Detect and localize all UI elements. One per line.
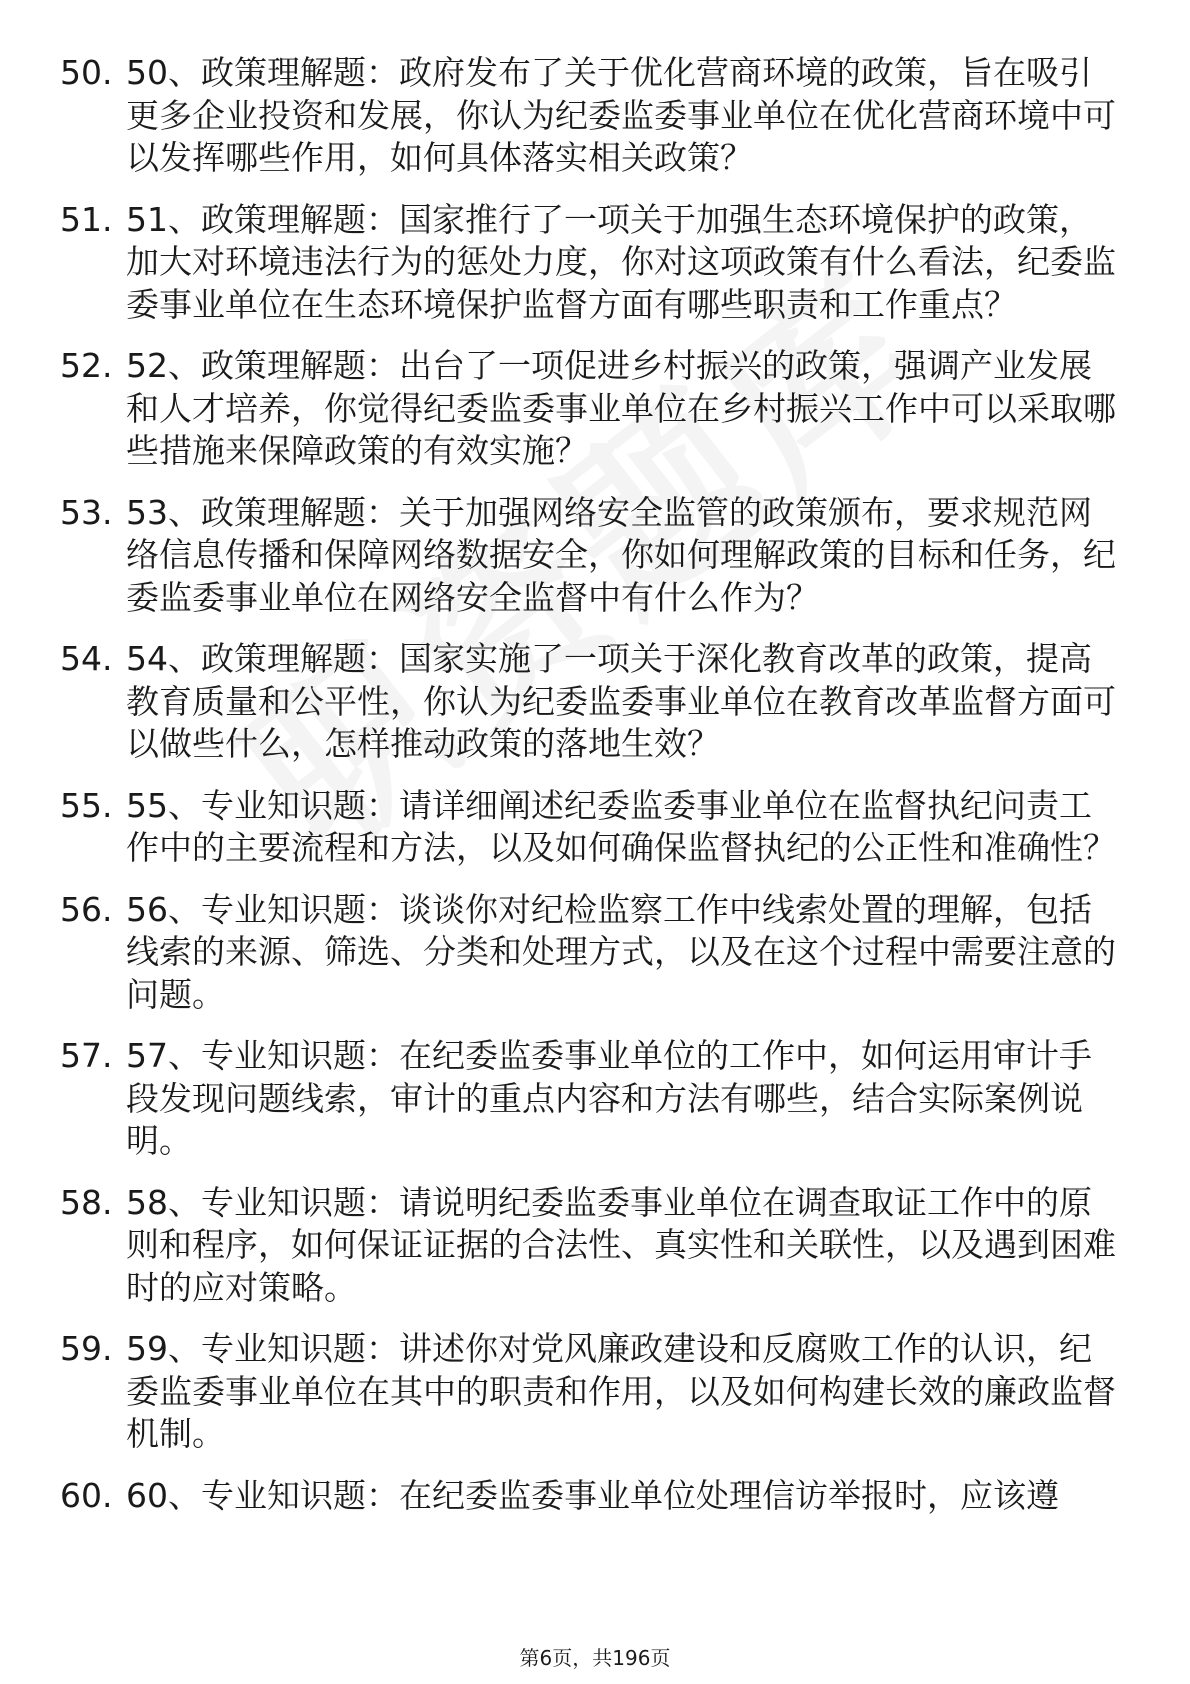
question-number: 52. (60, 346, 113, 385)
question-text: 56、专业知识题：谈谈你对纪检监察工作中线索处置的理解，包括线索的来源、筛选、分类和处理方式，以及在这个过程中需要注意的问题。 (126, 889, 1116, 1014)
question-number: 59. (60, 1329, 113, 1368)
question-text: 58、专业知识题：请说明纪委监委事业单位在调查取证工作中的原则和程序，如何保证证据的合法性、真实性和关联性，以及遇到困难时的应对策略。 (126, 1182, 1116, 1307)
question-text: 57、专业知识题：在纪委监委事业单位的工作中，如何运用审计手段发现问题线索，审计的重点内容和方法有哪些，结合实际案例说明。 (126, 1036, 1092, 1160)
question-text: 53、政策理解题：关于加强网络安全监管的政策颁布，要求规范网络信息传播和保障网络数据安全，你如何理解政策的目标和任务，纪委监委事业单位在网络安全监督中有什么作为？ (126, 492, 1116, 617)
question-text: 60、专业知识题：在纪委监委事业单位处理信访举报时，应该遵 (126, 1475, 1059, 1515)
question-item (60, 889, 1120, 1017)
question-item (60, 492, 1120, 620)
question-number: 56. (60, 889, 113, 929)
question-item (60, 785, 1120, 870)
question-item (60, 345, 1120, 473)
question-text: 51、政策理解题：国家推行了一项关于加强生态环境保护的政策，加大对环境违法行为的惩处力度，你对这项政策有什么看法，纪委监委事业单位在生态环境保护监督方面有哪些职责和工作重点？ (126, 199, 1116, 324)
question-list (60, 52, 1120, 1536)
page-footer: 第6页，共196页 (519, 1646, 671, 1670)
question-item (60, 1182, 1120, 1310)
question-number: 51. (60, 199, 113, 239)
question-number: 50. (60, 53, 113, 92)
question-item (60, 1475, 1120, 1518)
question-number: 53. (60, 492, 113, 532)
question-number: 55. (60, 785, 113, 825)
question-item (60, 199, 1120, 327)
question-item (60, 52, 1120, 180)
question-text: 54、政策理解题：国家实施了一项关于深化教育改革的政策，提高教育质量和公平性，你认为纪委监委事业单位在教育改革监督方面可以做些什么，怎样推动政策的落地生效？ (126, 639, 1116, 763)
question-text: 52、政策理解题：出台了一项促进乡村振兴的政策，强调产业发展和人才培养，你觉得纪委监委事业单位在乡村振兴工作中可以采取哪些措施来保障政策的有效实施？ (126, 346, 1116, 470)
question-number: 54. (60, 639, 113, 678)
question-number: 57. (60, 1036, 113, 1075)
question-number: 58. (60, 1182, 113, 1222)
question-number: 60. (60, 1475, 113, 1515)
question-text: 55、专业知识题：请详细阐述纪委监委事业单位在监督执纪问责工作中的主要流程和方法，以及如何确保监督执纪的公正性和准确性？ (126, 785, 1116, 867)
question-item (60, 1328, 1120, 1456)
question-text: 50、政策理解题：政府发布了关于优化营商环境的政策，旨在吸引更多企业投资和发展，你认为纪委监委事业单位在优化营商环境中可以发挥哪些作用，如何具体落实相关政策？ (126, 53, 1116, 177)
question-item (60, 1035, 1120, 1163)
question-text: 59、专业知识题：讲述你对党风廉政建设和反腐败工作的认识，纪委监委事业单位在其中的职责和作用，以及如何构建长效的廉政监督机制。 (126, 1329, 1116, 1453)
question-item (60, 638, 1120, 766)
